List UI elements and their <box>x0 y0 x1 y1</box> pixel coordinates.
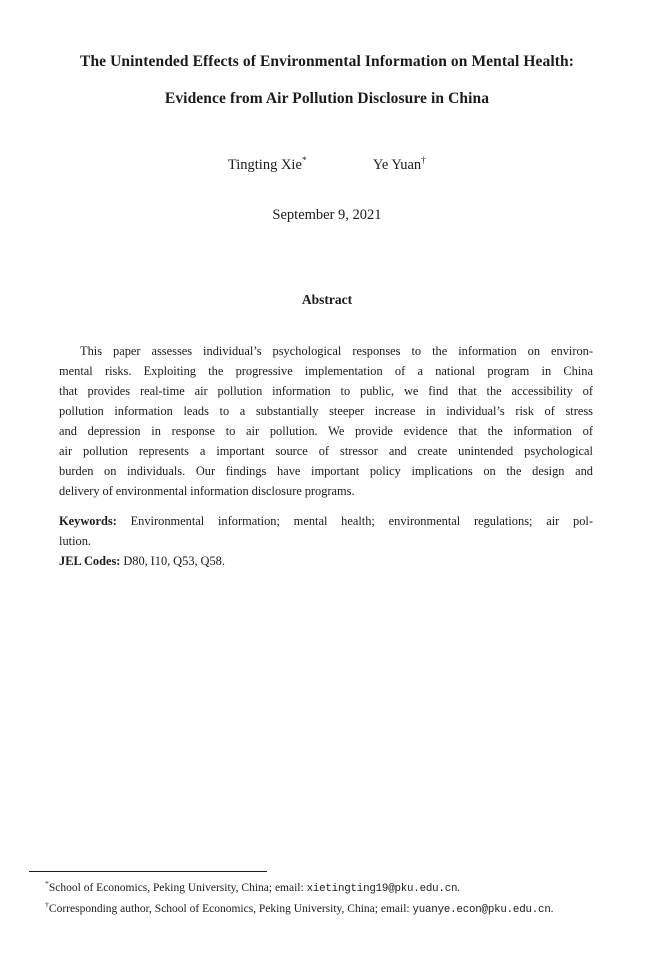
footnote-1-text: School of Economics, Peking University, China; email: <box>48 882 307 894</box>
footnote-2-mark: † <box>45 900 49 910</box>
author-2-footnote-mark: † <box>421 155 427 167</box>
abstract-heading: Abstract <box>301 292 353 307</box>
author-1-name: Tingting Xie <box>227 157 302 173</box>
keywords-text: Environmental information; mental health; environmental regulations; air pol- <box>130 514 593 528</box>
paper-title-line-1: The Unintended Effects of Environmental Information on Mental Health: <box>80 53 574 70</box>
footnote-2-suffix: . <box>550 903 554 915</box>
abstract-line: delivery of environmental information disclosure programs. <box>59 484 355 498</box>
footnote-2-text: Corresponding author, School of Economics, Peking University, China; email: <box>48 903 413 915</box>
footnote-area <box>29 871 629 920</box>
paper-title-line-2: Evidence from Air Pollution Disclosure in China <box>164 90 490 107</box>
keywords-jel-block <box>59 511 593 571</box>
keywords-line-1 <box>59 511 593 531</box>
abstract-line: and depression in response to air pollution. We provide evidence that the information of <box>59 424 593 438</box>
footnote-rule <box>29 871 267 872</box>
abstract-line: burden on individuals. Our findings have important policy implications on the design and <box>59 464 593 478</box>
abstract-line: pollution information leads to a substantially steeper increase in individual’s risk of stress <box>59 404 593 418</box>
paper-date: September 9, 2021 <box>272 207 382 223</box>
abstract-paragraph <box>59 341 593 501</box>
footnote-1-email: xietingting19@pku.edu.cn <box>306 883 458 895</box>
keywords-label: Keywords: <box>59 514 117 528</box>
jel-line <box>59 551 593 571</box>
abstract-line: that provides real-time air pollution information to public, we find that the accessibility of <box>59 384 593 398</box>
footnote-2-email: yuanye.econ@pku.edu.cn <box>412 904 551 916</box>
authors-row <box>0 155 654 175</box>
jel-text: D80, I10, Q53, Q58. <box>123 554 225 568</box>
footnote-2 <box>29 899 629 920</box>
abstract-line: This paper assesses individual’s psychological responses to the information on environ- <box>80 344 593 358</box>
keywords-line-2: lution. <box>59 534 92 548</box>
footnote-1-suffix: . <box>457 882 461 894</box>
footnote-1 <box>29 878 629 899</box>
author-2 <box>373 155 426 175</box>
abstract-line: mental risks. Exploiting the progressive implementation of a national program in China <box>59 364 593 378</box>
author-1-footnote-mark: * <box>301 155 307 167</box>
footnote-1-mark: * <box>45 879 49 889</box>
abstract-line: air pollution represents a important source of stressor and create unintended psychological <box>59 444 593 458</box>
author-2-name: Ye Yuan <box>372 157 422 173</box>
author-1 <box>228 155 307 175</box>
jel-label: JEL Codes: <box>59 554 121 568</box>
